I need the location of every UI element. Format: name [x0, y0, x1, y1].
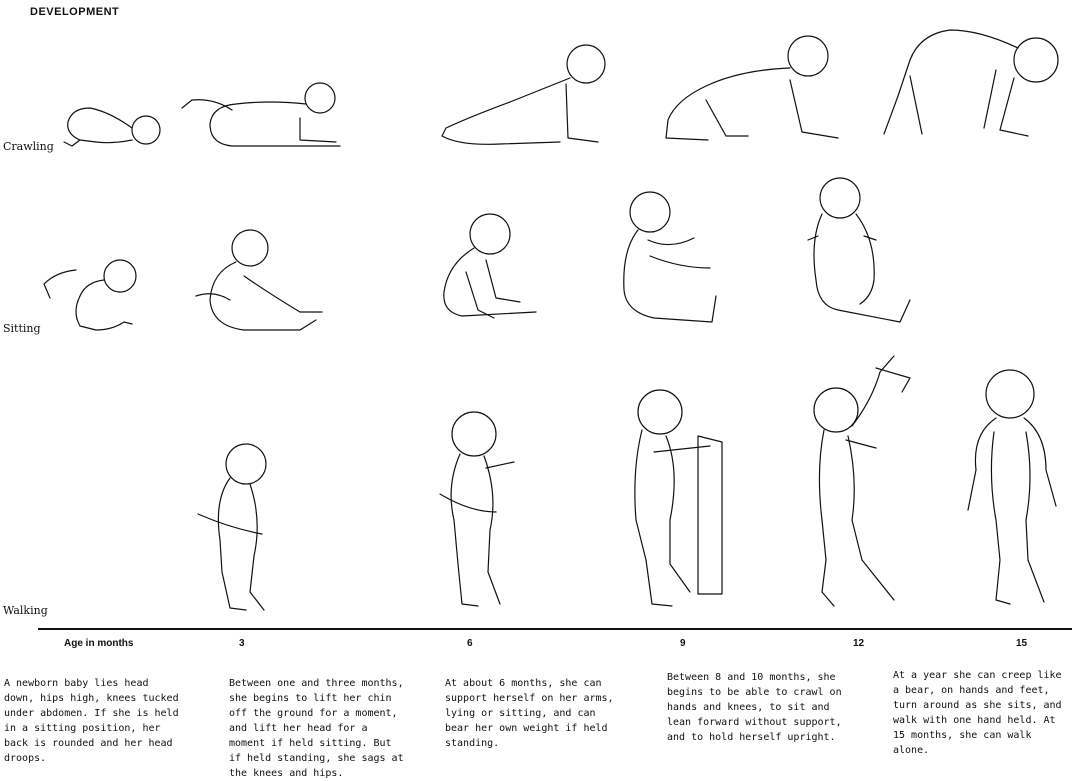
walking-15-months-figure [968, 370, 1056, 604]
age-tick-15: 15 [1016, 638, 1028, 649]
walking-12-months-figure [814, 356, 910, 606]
age-tick-12: 12 [853, 638, 865, 649]
sitting-9-months-figure [624, 192, 716, 322]
crawling-12-months-figure [884, 30, 1058, 136]
age-tick-6: 6 [467, 638, 473, 649]
walking-6-months-figure [440, 412, 514, 606]
sitting-newborn-figure [44, 260, 136, 330]
age-tick-3: 3 [239, 638, 245, 649]
row-label-sitting: Sitting [3, 322, 41, 335]
row-label-crawling: Crawling [3, 140, 54, 153]
age-tick-9: 9 [680, 638, 686, 649]
crawling-6-months-figure [442, 45, 605, 144]
row-label-walking: Walking [3, 604, 48, 617]
sitting-6-months-figure [444, 214, 536, 318]
sitting-12-months-figure [808, 178, 910, 322]
sitting-1-3-months-figure [196, 230, 322, 330]
caption-8-10-months: Between 8 and 10 months, she begins to be able to crawl on hands and knees, to sit and lean forward without support, and to hold herself upright. [667, 672, 842, 743]
age-axis-title: Age in months [64, 638, 134, 649]
caption-newborn: A newborn baby lies head down, hips high, knees tucked under abdomen. If she is held in a sitting position, her back is rounded and her head droops. [4, 678, 179, 764]
caption-1-3-months: Between one and three months, she begins to lift her chin off the ground for a moment, and lift her head for a moment if held sitting. But if held standing, she sags at the knees and hips. [229, 678, 404, 779]
crawling-1-3-months-figure [182, 83, 340, 146]
caption-6-months: At about 6 months, she can support herself on her arms, lying or sitting, and can bear her own weight if held standing. [445, 678, 614, 749]
walking-1-3-months-figure [198, 444, 266, 610]
crawling-9-months-figure [666, 36, 838, 140]
caption-12-15-months: At a year she can creep like a bear, on hands and feet, turn around as she sits, and walk with one hand held. At 15 months, she can walk alone. [893, 670, 1062, 756]
page-title: DEVELOPMENT [30, 6, 120, 18]
walking-9-months-figure [635, 390, 722, 606]
age-axis-line [38, 628, 1072, 630]
crawling-newborn-figure [64, 108, 160, 146]
